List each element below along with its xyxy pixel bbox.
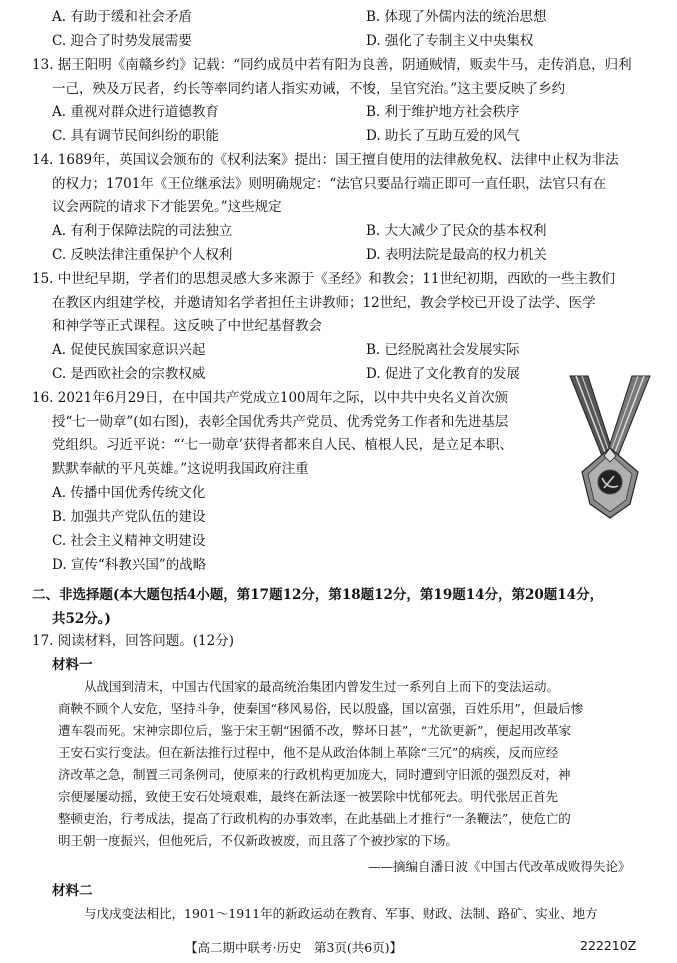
q16-stem-line-2: 授“七一勋章”(如右图)，表彰全国优秀共产党员、优秀党务工作者和先进基层	[52, 414, 509, 430]
q14-stem-line-3: 议会两院的请求下才能罢免。”这些规定	[52, 199, 282, 215]
q15-option-c: C. 是西欧社会的宗教权威	[52, 366, 206, 382]
section-2-heading-line-1: 二、非选择题(本大题包括4小题，第17题12分，第18题12分，第19题14分，第20题14分，	[32, 587, 604, 603]
q17-material-1-line-6: 宗便屡屡动摇，致使王安石处境艰难，最终在新法逐一被罢除中忧郁死去。明代张居正首先	[58, 789, 559, 804]
q17-material-1-line-3: 遭车裂而死。宋神宗即位后，鉴于宋王朝“困循不改，弊坏日甚”，“尤欲更新”，便起用改革家	[58, 723, 572, 738]
q12-option-a: A. 有助于缓和社会矛盾	[52, 9, 192, 25]
q17-material-2-label: 材料二	[52, 883, 93, 899]
q17-material-1-line-8: 明王朝一度振兴，但他死后，不仅新政被废，而且落了个被抄家的下场。	[58, 833, 459, 848]
q14-option-d: D. 表明法院是最高的权力机关	[366, 247, 547, 263]
q17-material-1-line-5: 济改革之急，制置三司条例司，使原来的行政机构更加庞大，同时遭到守旧派的强烈反对，神	[58, 767, 571, 782]
q15-stem-line-3: 和神学等正式课程。这反映了中世纪基督教会	[52, 318, 322, 334]
q13-option-b: B. 利于维护地方社会秩序	[366, 104, 520, 120]
q13-option-c: C. 具有调节民间纠纷的职能	[52, 128, 219, 144]
q17-material-1-line-1: 从战国到清末，中国古代国家的最高统治集团内曾发生过一系列自上而下的变法运动。	[84, 679, 560, 694]
q17-material-1-line-2: 商鞅不顾个人安危，坚持斗争，使秦国“移风易俗，民以殷盛，国以富强，百姓乐用”，但最后惨	[58, 701, 584, 716]
q13-stem-line-1: 13. 据王阳明《南赣乡约》记载：“同约成员中若有阳为良善，阴通贼情，贩卖牛马，走传消息，归利	[32, 57, 632, 73]
q15-stem-line-1: 15. 中世纪早期，学者们的思想灵感大多来源于《圣经》和教会；11世纪初期，西欧的一些主教们	[32, 271, 615, 287]
q12-option-b: B. 体现了外儒内法的统治思想	[366, 9, 547, 25]
q14-stem-line-1: 14. 1689年，英国议会颁布的《权利法案》提出：国王擅自使用的法律赦免权、法律中止权为非法	[32, 152, 619, 168]
q12-option-c: C. 迎合了时势发展需要	[52, 33, 192, 49]
q14-option-c: C. 反映法律注重保护个人权利	[52, 247, 233, 263]
july-first-medal-image	[568, 374, 652, 520]
page-footer: 【高二期中联考·历史 第3页(共6页)】	[185, 940, 403, 955]
q17-material-1-source: ——摘编自潘日波《中国古代改革成败得失论》	[368, 859, 631, 874]
paper-code: 222210Z	[580, 938, 637, 953]
q13-stem-line-2: 一己，殃及万民者，约长等率同约诸人指实劝诫，不悛，呈官究治。”这主要反映了乡约	[52, 81, 566, 97]
q15-option-b: B. 已经脱离社会发展实际	[366, 342, 520, 358]
q15-stem-line-2: 在教区内组建学校，并邀请知名学者担任主讲教师；12世纪，教会学校已开设了法学、医学	[52, 295, 596, 311]
q16-stem-line-3: 党组织。习近平说：“‘七一勋章’获得者都来自人民、植根人民，是立足本职、	[52, 437, 513, 453]
q17-material-2-line-1: 与戊戌变法相比，1901～1911年的新政运动在教育、军事、财政、法制、路矿、实业、地方	[84, 906, 598, 921]
q13-option-a: A. 重视对群众进行道德教育	[52, 104, 219, 120]
q16-option-b: B. 加强共产党队伍的建设	[52, 509, 206, 525]
q15-option-d: D. 促进了文化教育的发展	[366, 366, 520, 382]
q12-option-d: D. 强化了专制主义中央集权	[366, 33, 534, 49]
q17-title: 17. 阅读材料，回答问题。(12分)	[32, 633, 234, 649]
q15-option-a: A. 促使民族国家意识兴起	[52, 342, 206, 358]
q16-option-a: A. 传播中国优秀传统文化	[52, 485, 206, 501]
q16-option-c: C. 社会主义精神文明建设	[52, 533, 206, 549]
section-2-heading-line-2: 共52分。)	[52, 611, 111, 627]
q17-material-1-line-7: 整顿吏治，行考成法，提高了行政机构的办事效率，在此基础上才推行“一条鞭法”，使危亡的	[58, 811, 571, 826]
q17-material-1-line-4: 王安石实行变法。但在新法推行过程中，他不是从政治体制上革除“三冗”的病疾，反而应经	[58, 745, 559, 760]
q16-option-d: D. 宣传“科教兴国”的战略	[52, 557, 207, 573]
q14-option-a: A. 有利于保障法院的司法独立	[52, 223, 233, 239]
q16-stem-line-1: 16. 2021年6月29日，在中国共产党成立100周年之际，以中共中央名义首次颁	[32, 390, 509, 406]
q17-material-1-label: 材料一	[52, 657, 93, 673]
q16-stem-line-4: 默默奉献的平凡英雄。”这说明我国政府注重	[52, 461, 309, 477]
q14-option-b: B. 大大减少了民众的基本权利	[366, 223, 547, 239]
q14-stem-line-2: 的权力；1701年《王位继承法》则明确规定：“法官只要品行端正即可一直任职，法官只有在	[52, 176, 607, 192]
q13-option-d: D. 助长了互助互爱的风气	[366, 128, 520, 144]
